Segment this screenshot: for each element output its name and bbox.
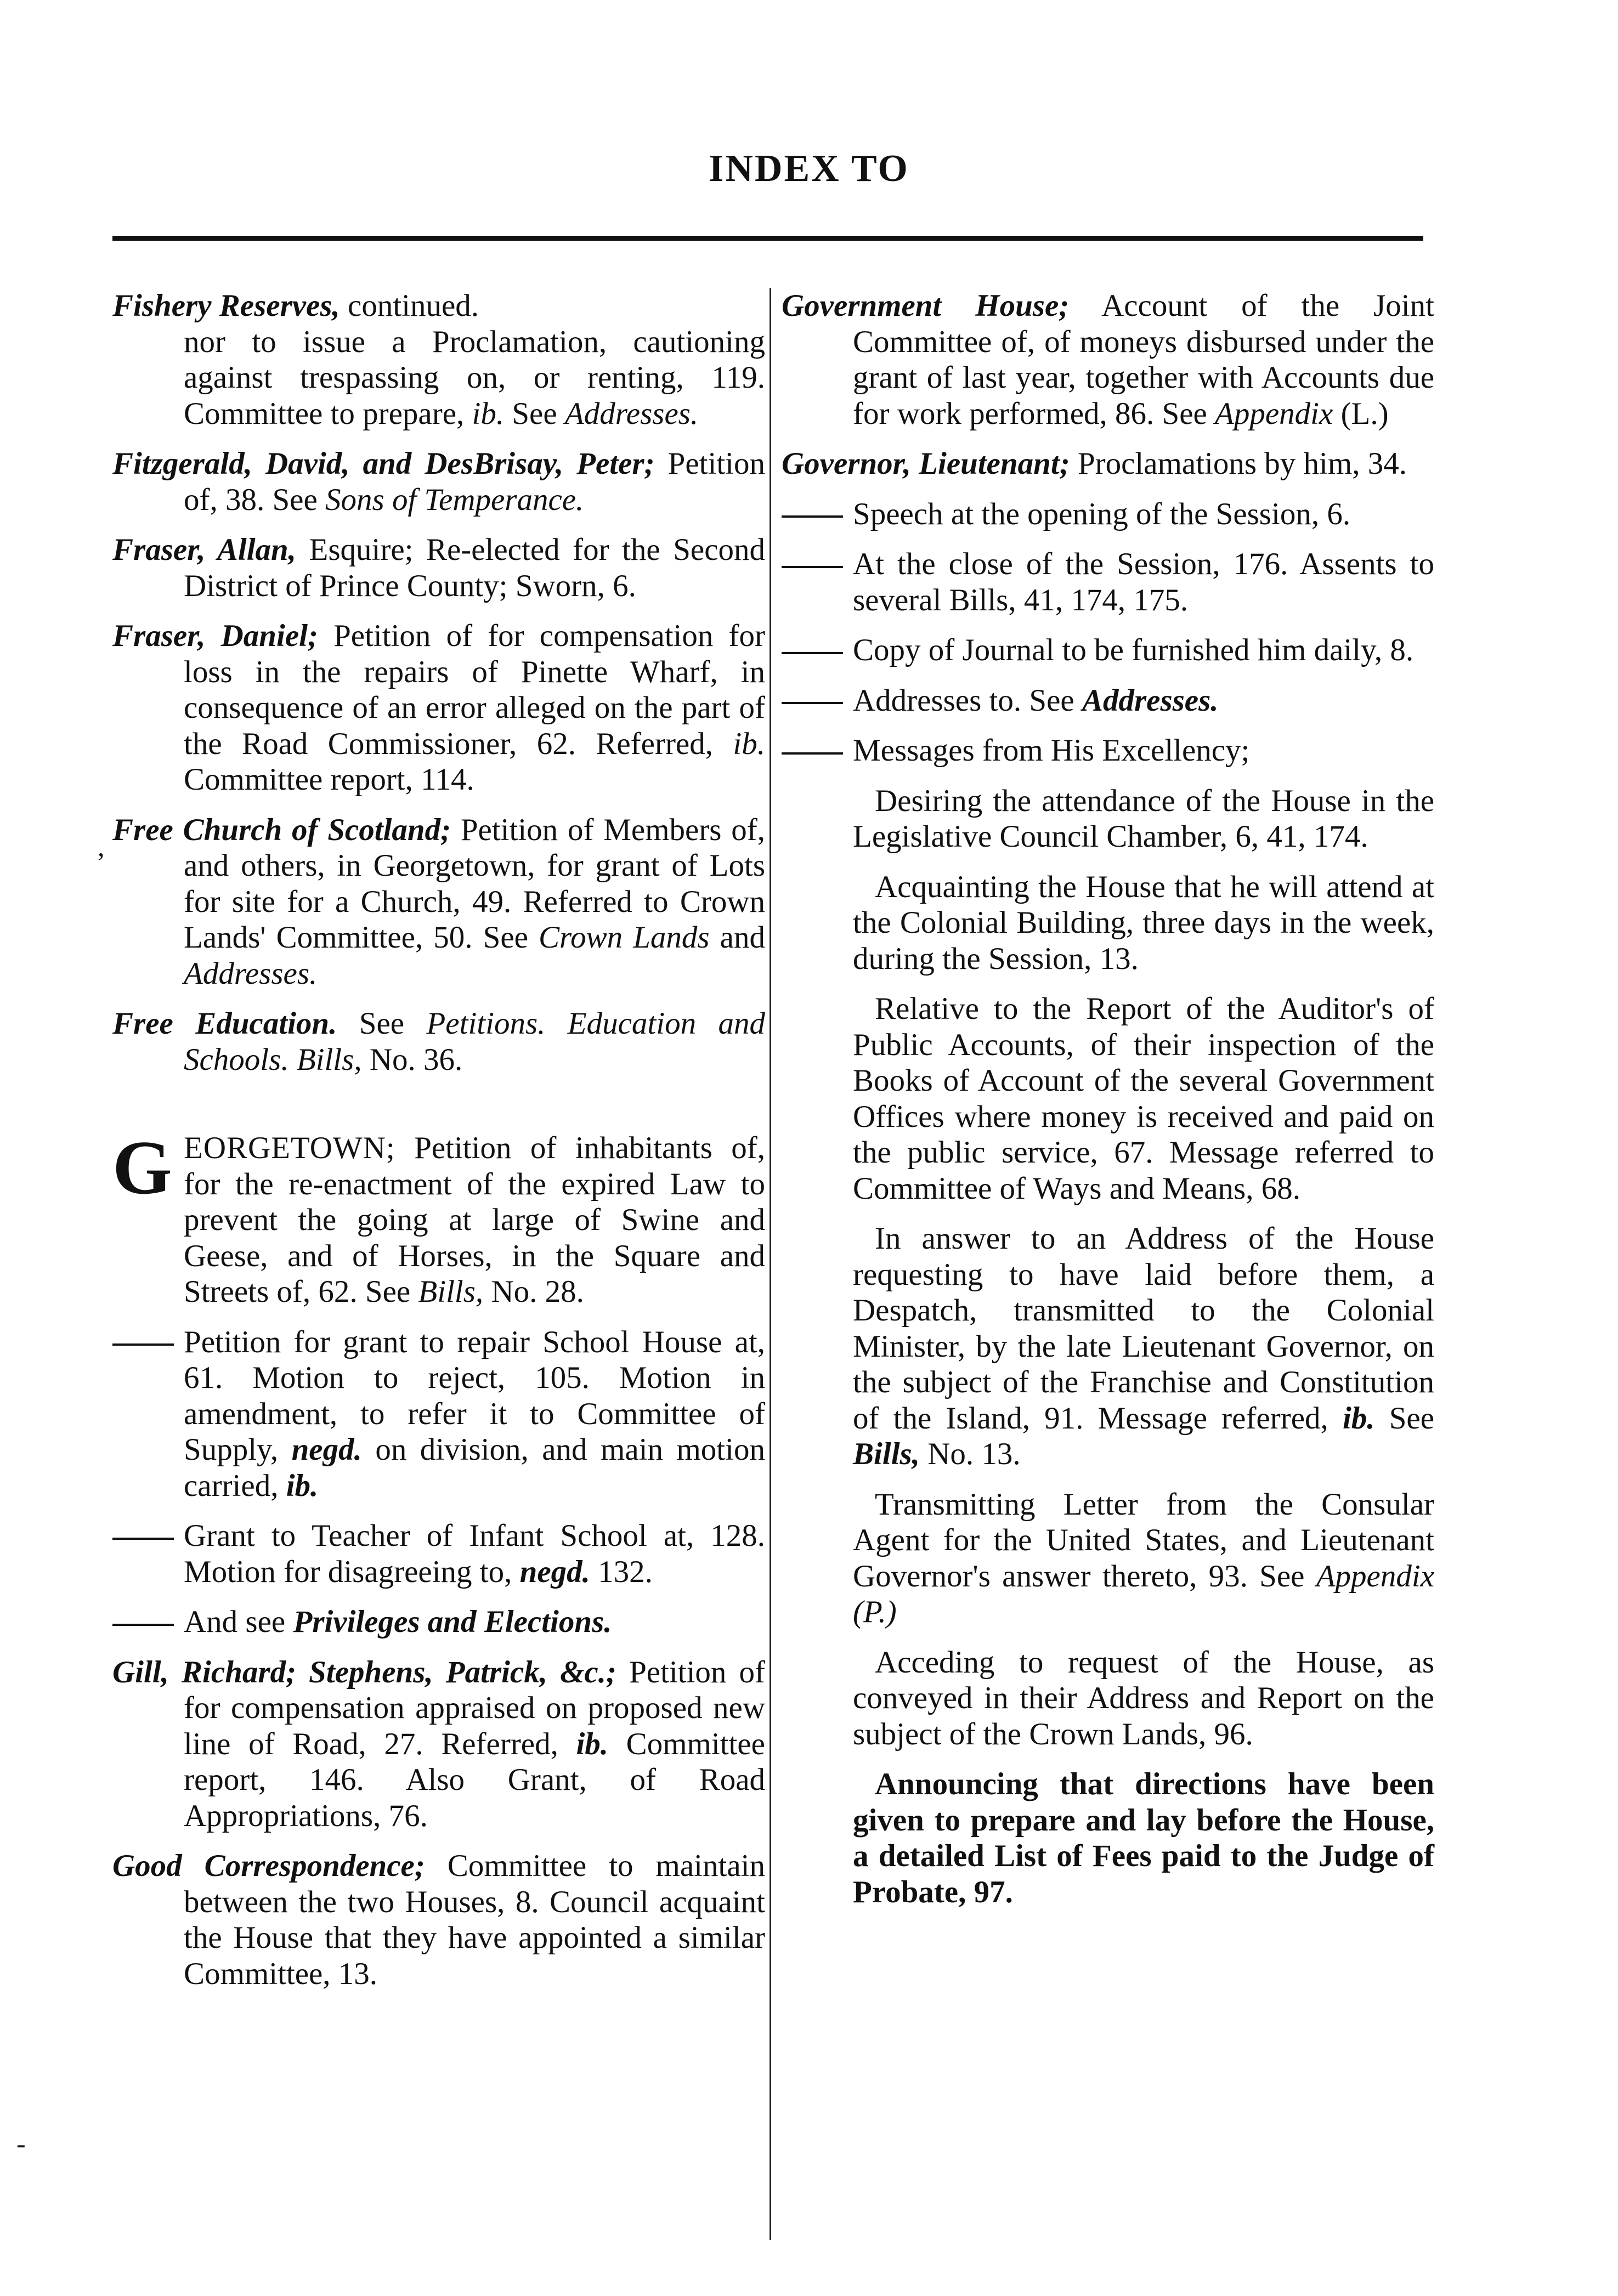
drop-cap: G bbox=[112, 1125, 172, 1210]
entry-text: Petition of for compensation for loss in the repairs of Pinette Wharf, in consequence of an error alleged on the part of the Road Commissioner, 62. Referred, bbox=[184, 619, 765, 761]
margin-mark: , bbox=[98, 831, 105, 862]
entry-head: Fishery Reserves, bbox=[112, 288, 340, 323]
message-item: Relative to the Report of the Auditor's of Public Accounts, of their inspection of the Books of Account of the several Government Offices where money is received and paid on the public service, 67. Message referred to Committee of Ways and Means, 68. bbox=[853, 991, 1434, 1206]
entry-government-house bbox=[782, 288, 1434, 432]
entry-text: See bbox=[504, 396, 565, 431]
entry-text: Messages from His Excellency; bbox=[853, 733, 1250, 768]
entry-head: Governor, Lieutenant; bbox=[782, 446, 1070, 481]
header-rule bbox=[112, 236, 1423, 241]
entry-text: See bbox=[337, 1006, 427, 1041]
entry-good-correspondence bbox=[112, 1848, 765, 1992]
entry-fraser-daniel bbox=[112, 618, 765, 798]
entry-text: And see bbox=[184, 1605, 293, 1639]
ditto-dash bbox=[782, 566, 843, 568]
entry-head: Fraser, Allan, bbox=[112, 532, 296, 567]
entry-free-education bbox=[112, 1006, 765, 1078]
left-column bbox=[112, 288, 765, 2006]
see-ref: Bills, bbox=[853, 1437, 920, 1471]
entry-text: Petition of inhabitants of, for the re-enactment of the expired Law to prevent the going at large of Swine and Geese, and of Horses, in the Square and Streets of, 62. See bbox=[184, 1131, 765, 1309]
see-ref: Addresses. bbox=[564, 396, 699, 431]
entry-text: continued. bbox=[340, 288, 479, 323]
message-item: Acquainting the House that he will attend at the Colonial Building, three days in the week, during the Session, 13. bbox=[853, 869, 1434, 976]
entry-text: 132. bbox=[590, 1554, 653, 1589]
see-ref: Appendix (P.) bbox=[853, 1558, 1434, 1629]
ib-ref: ib. bbox=[1342, 1401, 1375, 1436]
entry-text: No. 36. bbox=[361, 1042, 463, 1077]
entry-text: See bbox=[1374, 1401, 1434, 1436]
entry-fishery-reserves bbox=[112, 288, 765, 432]
entry-governor-close bbox=[782, 546, 1434, 618]
entry-text: and bbox=[709, 920, 765, 955]
entry-text: Petition for grant to repair School House at, 61. Motion to reject, 105. Motion in amendment, to refer it to Committee of Supply, bbox=[184, 1324, 765, 1467]
ib-ref: ib. bbox=[733, 726, 765, 761]
ib-ref: ib. bbox=[472, 396, 505, 431]
see-ref: Addresses. bbox=[1082, 683, 1219, 718]
ditto-dash bbox=[112, 1538, 174, 1540]
entry-text: (L.) bbox=[1333, 396, 1389, 431]
message-item bbox=[782, 1487, 1434, 1630]
entry-georgetown-teacher bbox=[112, 1518, 765, 1590]
see-ref: Appendix bbox=[1215, 396, 1333, 431]
ditto-dash bbox=[112, 1624, 174, 1626]
margin-mark: - bbox=[16, 2128, 26, 2159]
entry-text: nor to issue a Proclamation, cautioning against trespassing on, or renting, 119. Committee to prepare, bbox=[184, 324, 765, 431]
entry-text: Transmitting Letter from the Consular Agent for the United States, and Lieutenant Governor's answer thereto, 93. See bbox=[853, 1487, 1434, 1594]
entry-head: Gill, Richard; Stephens, Patrick, &c.; bbox=[112, 1654, 616, 1690]
entry-free-church bbox=[112, 812, 765, 992]
section-gap bbox=[112, 1092, 765, 1130]
see-ref: Privileges and Elections. bbox=[293, 1605, 612, 1639]
see-ref: Sons of Temperance. bbox=[325, 482, 584, 517]
entry-governor-speech bbox=[782, 496, 1434, 532]
see-ref: Addresses. bbox=[184, 956, 318, 991]
entry-head: EORGETOWN; bbox=[184, 1131, 395, 1165]
entry-text: Committee report, 146. Also Grant, of Road Appropriations, 76. bbox=[184, 1726, 765, 1833]
entry-fraser-allan bbox=[112, 532, 765, 604]
entry-text: Addresses to. See bbox=[853, 683, 1082, 718]
entry-text: Committee to maintain between the two Houses, 8. Council acquaint the House that they have appointed a similar Committee, 13. bbox=[184, 1849, 765, 1991]
entry-text: Account of the Joint Committee of, of moneys disbursed under the grant of last year, together with Accounts due for work performed, 86. See bbox=[853, 288, 1434, 431]
entry-georgetown bbox=[112, 1125, 765, 1310]
entry-governor-copy bbox=[782, 632, 1434, 668]
entry-governor-messages bbox=[782, 733, 1434, 769]
entry-text: In answer to an Address of the House requesting to have laid before them, a Despatch, transmitted to the Colonial Minister, by the late Lieutenant Governor, on the subject of the Franchise and Constitution of the Island, 91. Message referred, bbox=[853, 1221, 1434, 1436]
ditto-dash bbox=[782, 652, 843, 654]
ib-ref: ib. bbox=[576, 1726, 609, 1761]
entry-text: Petition of for compensation appraised on proposed new line of Road, 27. Referred, bbox=[184, 1654, 766, 1761]
message-item: Desiring the attendance of the House in the Legislative Council Chamber, 6, 41, 174. bbox=[853, 783, 1434, 854]
see-ref: Crown Lands bbox=[539, 920, 710, 955]
entry-text: Proclamations by him, 34. bbox=[1070, 446, 1407, 481]
entry-gill bbox=[112, 1654, 765, 1834]
entry-head: Government House; bbox=[782, 288, 1070, 323]
entry-text: Esquire; Re-elected for the Second District of Prince County; Sworn, 6. bbox=[184, 532, 765, 603]
entry-text: Petition of, 38. See bbox=[184, 446, 765, 517]
entry-text: No. 13. bbox=[919, 1437, 1021, 1471]
entry-governor-addresses bbox=[782, 683, 1434, 719]
message-item bbox=[782, 1221, 1434, 1472]
see-ref: Bills, bbox=[418, 1274, 484, 1309]
entry-text: No. 28. bbox=[483, 1274, 584, 1309]
column-divider bbox=[770, 288, 771, 2240]
entry-head: Good Correspondence; bbox=[112, 1849, 425, 1883]
entry-text: on division, and main motion carried, bbox=[184, 1432, 765, 1503]
entry-text: Committee report, 114. bbox=[184, 762, 474, 797]
entry-head: Free Education. bbox=[112, 1006, 337, 1041]
entry-text: Speech at the opening of the Session, 6. bbox=[853, 496, 1351, 531]
ditto-dash bbox=[782, 702, 843, 704]
entry-text: Petition of Members of, and others, in Georgetown, for grant of Lots for site for a Church, 49. Referred to Crown Lands' Committee, 50. See bbox=[184, 812, 765, 955]
entry-fitzgerald bbox=[112, 446, 765, 518]
entry-text: At the close of the Session, 176. Assents to several Bills, 41, 174, 175. bbox=[853, 547, 1434, 617]
entry-text: Copy of Journal to be furnished him daily, 8. bbox=[853, 633, 1414, 667]
see-ref: Petitions. Education and Schools. Bills, bbox=[184, 1006, 765, 1077]
entry-head: Free Church of Scotland; bbox=[112, 812, 451, 847]
message-item: Acceding to request of the House, as conveyed in their Address and Report on the subject of the Crown Lands, 96. bbox=[853, 1645, 1434, 1751]
entry-head: Fitzgerald, David, and DesBrisay, Peter; bbox=[112, 446, 655, 481]
ditto-dash bbox=[112, 1343, 174, 1346]
ditto-dash bbox=[782, 515, 843, 518]
negd-ref: negd. bbox=[519, 1554, 590, 1589]
entry-continuation bbox=[184, 324, 765, 432]
entry-governor bbox=[782, 446, 1434, 482]
entry-text: Grant to Teacher of Infant School at, 128. Motion for disagreeing to, bbox=[184, 1518, 765, 1589]
entry-georgetown-school bbox=[112, 1324, 765, 1504]
right-column bbox=[782, 288, 1434, 1924]
ib-ref: ib. bbox=[286, 1468, 319, 1503]
entry-georgetown-see bbox=[112, 1604, 765, 1640]
page-header: INDEX TO bbox=[709, 148, 909, 190]
message-item: Announcing that directions have been given to prepare and lay before the House, a detailed List of Fees paid to the Judge of Probate, 97. bbox=[853, 1767, 1434, 1909]
ditto-dash bbox=[782, 752, 843, 755]
entry-head: Fraser, Daniel; bbox=[112, 619, 318, 653]
negd-ref: negd. bbox=[291, 1432, 362, 1467]
